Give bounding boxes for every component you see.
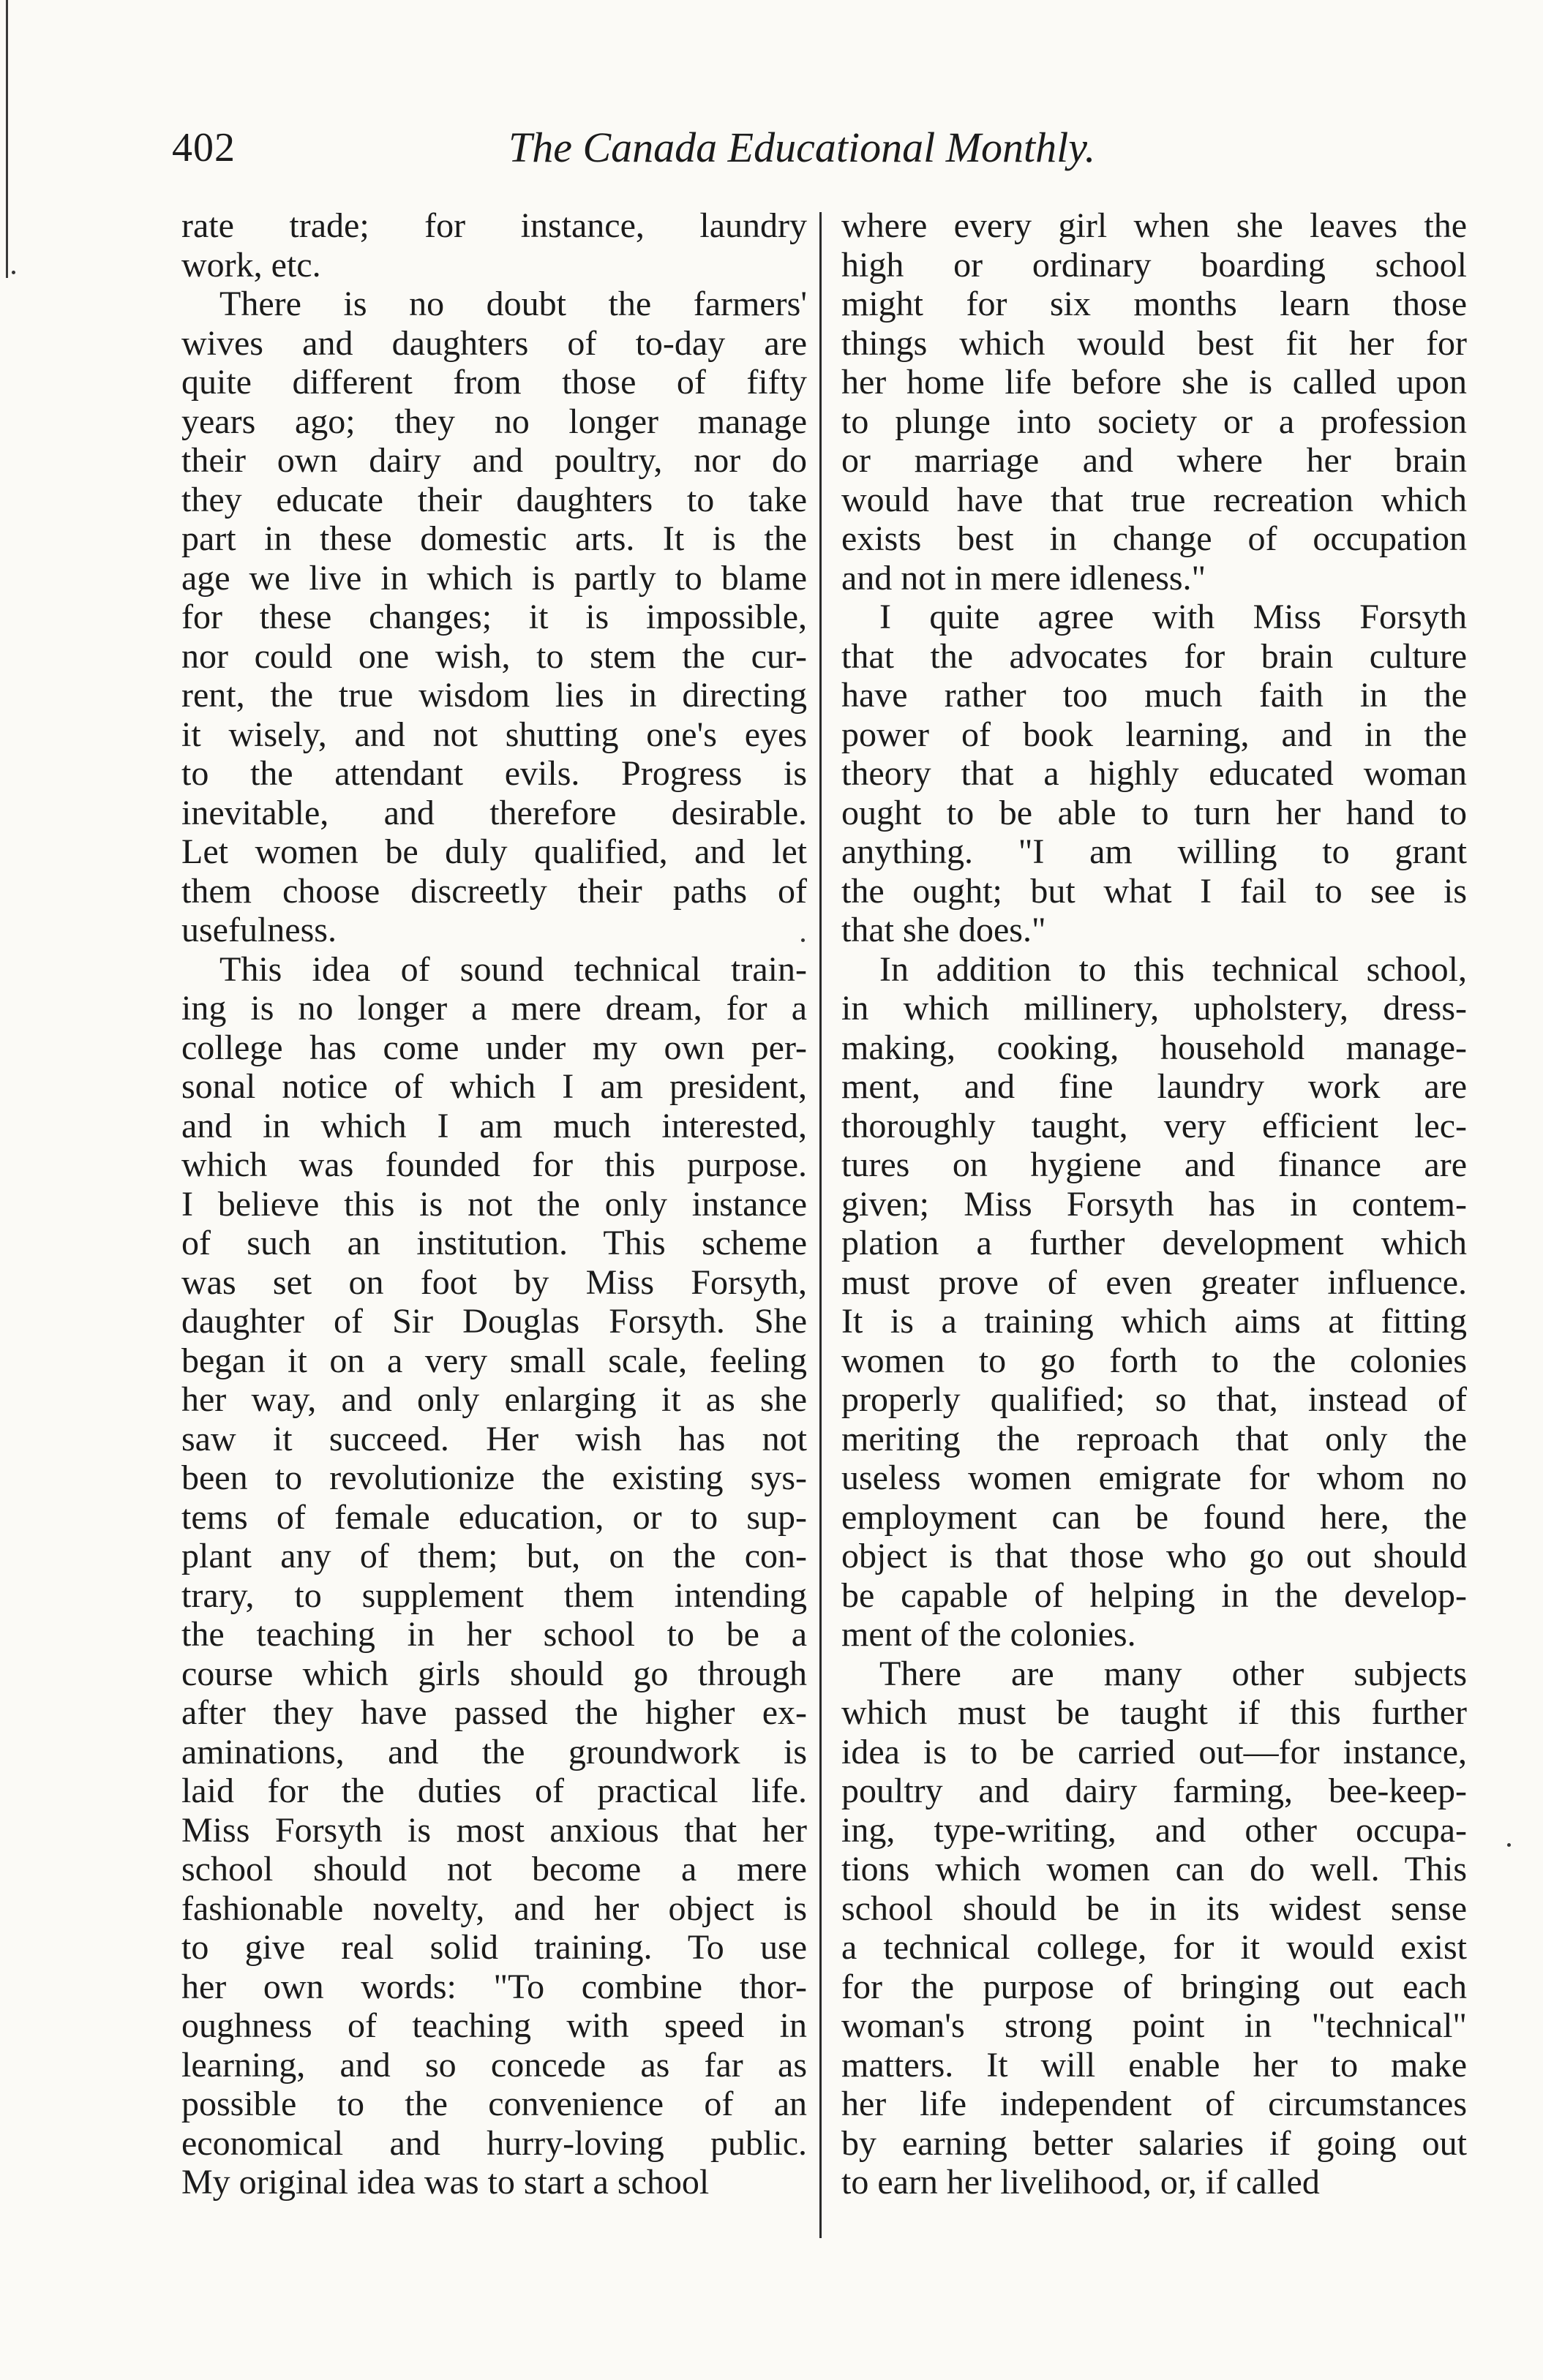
text-line: age we live in which is partly to blame [181, 558, 807, 598]
text-line: ing, type-writing, and other occupa- [841, 1810, 1467, 1850]
text-line: My original idea was to start a school [181, 2163, 710, 2202]
text-line: it wisely, and not shutting one's eyes [181, 715, 807, 754]
text-line: plation a further development which [841, 1224, 1467, 1262]
text-line: where every girl when she leaves the [841, 206, 1467, 245]
text-line: that she does." [841, 911, 1046, 949]
text-line: and not in mere idleness." [841, 558, 1206, 598]
text-line: usefulness. [181, 911, 337, 949]
text-line: It is a training which aims at fitting [841, 1302, 1467, 1341]
text-line: must prove of even greater influence. [841, 1262, 1467, 1302]
text-line: her way, and only enlarging it as she [181, 1380, 807, 1419]
text-line: There are many other subjects [879, 1654, 1467, 1693]
text-line: oughness of teaching with speed in [181, 2006, 807, 2045]
text-line: This idea of sound technical train- [219, 949, 807, 989]
text-line: There is no doubt the farmers' [219, 285, 807, 323]
text-line: thoroughly taught, very efficient lec- [841, 1106, 1467, 1145]
text-line: to the attendant evils. Progress is [181, 754, 807, 793]
text-line: that the advocates for brain culture [841, 636, 1467, 676]
text-line: making, cooking, household manage- [841, 1028, 1467, 1067]
text-line: In addition to this technical school, [879, 949, 1467, 989]
text-line: tems of female education, or to sup- [181, 1497, 807, 1537]
text-line: their own dairy and poultry, nor do [181, 441, 807, 480]
text-line: college has come under my own per- [181, 1028, 807, 1067]
text-line: or marriage and where her brain [841, 441, 1467, 480]
text-line: would have that true recreation which [841, 480, 1467, 519]
text-line: to give real solid training. To use [181, 1928, 807, 1967]
text-line: theory that a highly educated woman [841, 754, 1467, 793]
text-line: object is that those who go out should [841, 1537, 1467, 1575]
text-line: woman's strong point in "technical" [841, 2006, 1467, 2045]
text-line: high or ordinary boarding school [841, 245, 1467, 285]
text-line: laid for the duties of practical life. [181, 1771, 807, 1810]
text-line: school should not become a mere [181, 1850, 807, 1888]
text-line: sonal notice of which I am president, [181, 1067, 807, 1106]
text-line: rent, the true wisdom lies in directing [181, 676, 807, 715]
text-line: might for six months learn those [841, 285, 1467, 323]
text-line: her life independent of circumstances [841, 2085, 1467, 2123]
text-line: school should be in its widest sense [841, 1888, 1467, 1928]
edge-dot [12, 271, 15, 274]
left-column [181, 206, 807, 2232]
text-line: tures on hygiene and finance are [841, 1145, 1467, 1184]
margin-dot [1507, 1843, 1511, 1847]
text-line: meriting the reproach that only the [841, 1419, 1467, 1458]
text-line: to earn her livelihood, or, if called [841, 2163, 1320, 2202]
page-header [172, 118, 1156, 177]
text-line: women to go forth to the colonies [841, 1341, 1467, 1380]
text-line: years ago; they no longer manage [181, 402, 807, 441]
text-line: have rather too much faith in the [841, 676, 1467, 715]
text-line: a technical college, for it would exist [841, 1928, 1467, 1967]
text-line: trary, to supplement them intending [181, 1575, 807, 1615]
text-line: anything. "I am willing to grant [841, 832, 1467, 871]
text-line: power of book learning, and in the [841, 715, 1467, 754]
text-line: I believe this is not the only instance [181, 1184, 807, 1224]
text-line: saw it succeed. Her wish has not [181, 1419, 807, 1458]
text-line: quite different from those of fifty [181, 363, 807, 402]
text-line: rate trade; for instance, laundry [181, 206, 807, 245]
page-edge-line [6, 0, 8, 278]
text-line: tions which women can do well. This [841, 1850, 1467, 1888]
text-line: in which millinery, upholstery, dress- [841, 989, 1467, 1028]
text-line: them choose discreetly their paths of [181, 871, 807, 911]
text-line: matters. It will enable her to make [841, 2045, 1467, 2085]
text-line: which must be taught if this further [841, 1693, 1467, 1732]
text-line: the ought; but what I fail to see is [841, 871, 1467, 911]
column-divider [819, 212, 822, 2238]
text-line: her own words: "To combine thor- [181, 1967, 807, 2006]
text-line: to plunge into society or a profession [841, 402, 1467, 441]
text-line: daughter of Sir Douglas Forsyth. She [181, 1302, 807, 1341]
text-line: poultry and dairy farming, bee-keep- [841, 1771, 1467, 1810]
text-line: they educate their daughters to take [181, 480, 807, 519]
text-line: exists best in change of occupation [841, 519, 1467, 558]
text-line: and in which I am much interested, [181, 1106, 807, 1145]
text-line: Let women be duly qualified, and let [181, 832, 807, 871]
text-line: the teaching in her school to be a [181, 1615, 807, 1654]
text-line: be capable of helping in the develop- [841, 1575, 1467, 1615]
text-line: I quite agree with Miss Forsyth [879, 598, 1467, 636]
text-line: idea is to be carried out—for instance, [841, 1732, 1467, 1771]
text-line: possible to the convenience of an [181, 2085, 807, 2123]
text-line: nor could one wish, to stem the cur- [181, 636, 807, 676]
text-line: inevitable, and therefore desirable. [181, 793, 807, 832]
text-line: things which would best fit her for [841, 323, 1467, 363]
text-line: part in these domestic arts. It is the [181, 519, 807, 558]
text-line: ing is no longer a mere dream, for a [181, 989, 807, 1028]
text-line: for these changes; it is impossible, [181, 598, 807, 636]
text-line: began it on a very small scale, feeling [181, 1341, 807, 1380]
text-line: work, etc. [181, 245, 321, 285]
text-line: for the purpose of bringing out each [841, 1967, 1467, 2006]
text-line: employment can be found here, the [841, 1497, 1467, 1537]
text-line: useless women emigrate for whom no [841, 1458, 1467, 1497]
text-line: by earning better salaries if going out [841, 2123, 1467, 2163]
text-line: which was founded for this purpose. [181, 1145, 807, 1184]
text-line: ought to be able to turn her hand to [841, 793, 1467, 832]
text-line: plant any of them; but, on the con- [181, 1537, 807, 1575]
text-line: economical and hurry-loving public. [181, 2123, 807, 2163]
right-column [841, 206, 1467, 2232]
text-line: of such an institution. This scheme [181, 1224, 807, 1262]
text-line: course which girls should go through [181, 1654, 807, 1693]
text-line: fashionable novelty, and her object is [181, 1888, 807, 1928]
text-line: ment, and fine laundry work are [841, 1067, 1467, 1106]
text-line: properly qualified; so that, instead of [841, 1380, 1467, 1419]
text-line: her home life before she is called upon [841, 363, 1467, 402]
text-line: wives and daughters of to-day are [181, 323, 807, 363]
text-line: Miss Forsyth is most anxious that her [181, 1810, 807, 1850]
text-line: after they have passed the higher ex- [181, 1693, 807, 1732]
page-number: 402 [172, 125, 236, 170]
text-line: given; Miss Forsyth has in contem- [841, 1184, 1467, 1224]
text-line: ment of the colonies. [841, 1615, 1136, 1654]
text-line: been to revolutionize the existing sys- [181, 1458, 807, 1497]
text-line: learning, and so concede as far as [181, 2045, 807, 2085]
journal-title: The Canada Educational Monthly. [508, 124, 1096, 171]
text-line: was set on foot by Miss Forsyth, [181, 1262, 807, 1302]
text-line: aminations, and the groundwork is [181, 1732, 807, 1771]
